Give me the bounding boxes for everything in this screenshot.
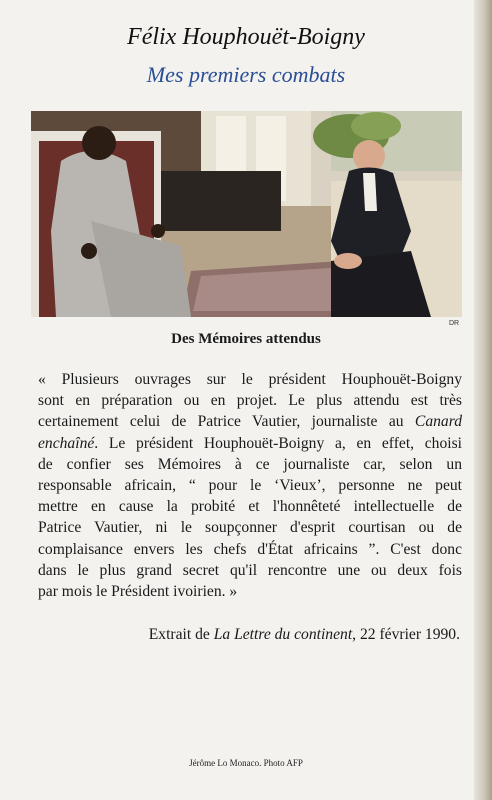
- quote-line: dans le plus grand secret qu'il rencontre une ou deux fois: [38, 561, 462, 579]
- quote-line: responsable africain, “ pour le ‘Vieux’, personne ne peut: [38, 476, 462, 494]
- book-title: Mes premiers combats: [146, 62, 346, 87]
- quote-line: certainement celui de Patrice Vautier, journaliste au Canard: [38, 413, 462, 431]
- source-citation: [149, 626, 460, 644]
- quote-line: sont en préparation ou en projet. Le plus attendu est très: [38, 392, 462, 410]
- photo-illustration: [31, 111, 462, 317]
- quote-line: enchaîné. Le président Houphouët-Boigny a, en effet, choisi: [38, 434, 462, 452]
- photo-credit: Jérôme Lo Monaco. Photo AFP: [189, 758, 303, 768]
- quote-line: par mois le Président ivoirien. »: [38, 582, 238, 600]
- quote-line: complaisance envers les chefs d'État africains ”. C'est donc: [38, 540, 462, 558]
- quote-line: mettre en cause la probité et l'honnêteté intellectuelle de: [38, 498, 462, 516]
- newspaper-name: enchaîné: [38, 434, 95, 452]
- photo-caption: Des Mémoires attendus: [171, 331, 321, 347]
- quote-line: « Plusieurs ouvrages sur le président Houphouët-Boigny: [38, 371, 462, 388]
- quote-block: [38, 369, 462, 602]
- cover-photo: [31, 111, 462, 317]
- quote-line: de confier ses Mémoires à ce journaliste car, selon un: [38, 455, 462, 473]
- author-name: Félix Houphouët-Boigny: [127, 24, 365, 50]
- quote-line: Patrice Vautier, ni le soupçonner d'esprit courtisan ou de: [38, 519, 462, 537]
- newspaper-name: Canard: [414, 413, 462, 431]
- photo-credit-short: DR: [449, 320, 460, 327]
- source-date: , 22 février 1990.: [352, 626, 460, 643]
- source-prefix: Extrait de: [148, 626, 214, 643]
- page-edge: [474, 0, 492, 800]
- source-publication: La Lettre du continent: [213, 626, 353, 643]
